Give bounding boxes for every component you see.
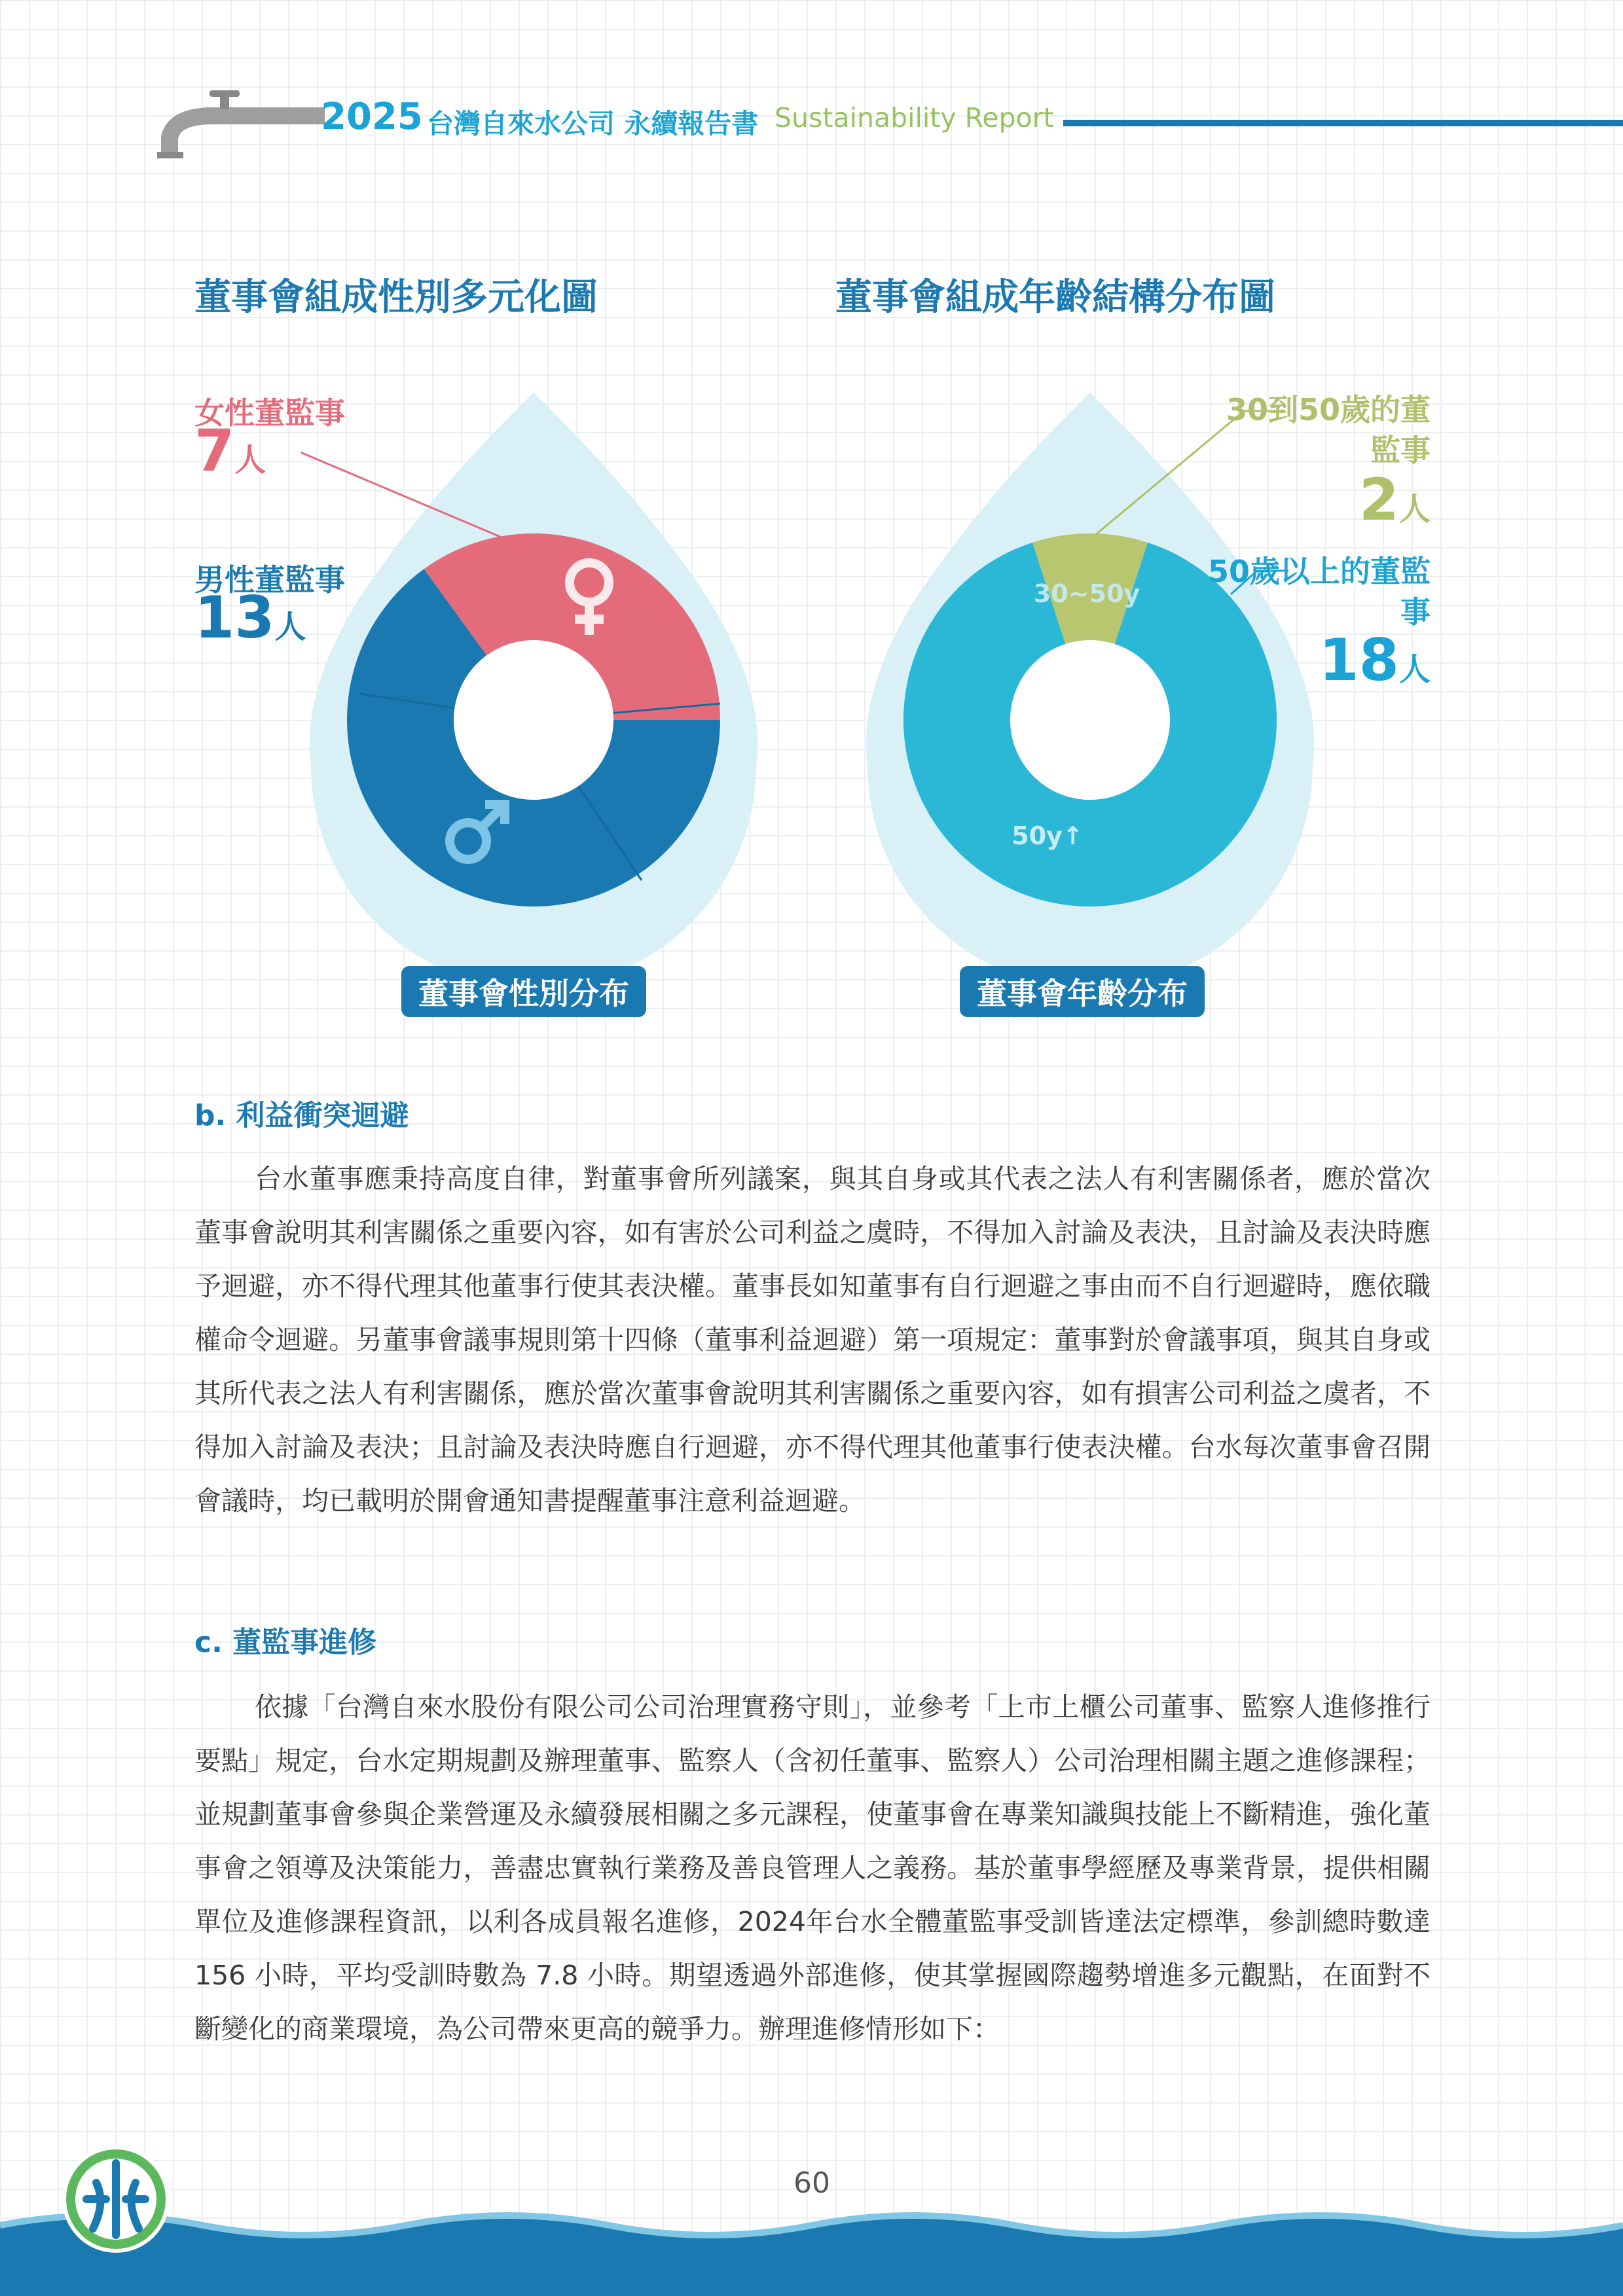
male-count-value: 13 <box>194 584 275 651</box>
gender-chart-badge: 董事會性別分布 <box>401 966 646 1017</box>
age-group1-count-value: 2 <box>1359 466 1399 533</box>
header-subtitle: Sustainability Report <box>775 102 1054 134</box>
donut-hole <box>1010 640 1170 800</box>
male-label: 男性董監事 <box>194 562 345 598</box>
age-group2-count-unit: 人 <box>1398 651 1431 688</box>
age-group1-count-unit: 人 <box>1398 491 1431 528</box>
age-group2-label: 50歲以上的董監事 <box>1207 554 1431 630</box>
age-ring-label-30-50: 30~50y <box>1033 579 1140 608</box>
taiwan-water-logo-icon <box>60 2144 172 2255</box>
page-number: 60 <box>793 2166 830 2200</box>
header-title: 台灣自來水公司 永續報告書 <box>427 108 759 139</box>
gender-donut-chart <box>301 386 766 969</box>
header-year: 2025 <box>321 96 423 138</box>
female-count-value: 7 <box>194 417 235 484</box>
header-rule <box>1063 120 1623 126</box>
gender-chart-title: 董事會組成性別多元化圖 <box>194 276 598 319</box>
section-b-body: 台水董事應秉持高度自律，對董事會所列議案，與其自身或其代表之法人有利害關係者，應於當次董事會說明其利害關係之重要內容，如有害於公司利益之虞時，不得加入討論及表決，且討論及表決時應予迴避，亦不得代理其他董事行使其表決權。董事長如知董事有自行迴避之事由而不自行迴避時，應依職權命令迴避。另董事會議事規則第十四條（董事利益迴避）第一項規定：董事對於會議事項，與其自身或其所代表之法人有利害關係，應於當次董事會說明其利害關係之重要內容，如有損害公司利益之虞者，不得加入討論及表決；且討論及表決時應自行迴避，亦不得代理其他董事行使表決權。台水每次董事會召開會議時，均已載明於開會通知書提醒董事注意利益迴避。 <box>194 1163 1431 1516</box>
bottom-wave-decoration <box>0 2199 1623 2296</box>
male-count <box>194 584 306 651</box>
age-group1-count <box>1205 466 1431 533</box>
section-b-heading: b. 利益衝突迴避 <box>194 1099 409 1132</box>
donut-hole <box>454 640 613 800</box>
age-chart-badge: 董事會年齡分布 <box>960 966 1205 1017</box>
age-group1-label: 30到50歲的董監事 <box>1226 392 1431 468</box>
male-count-unit: 人 <box>274 609 306 645</box>
section-c-heading: c. 董監事進修 <box>194 1626 377 1659</box>
female-count-unit: 人 <box>234 442 266 478</box>
age-group2-count <box>1205 626 1431 694</box>
age-ring-label-50-up: 50y↑ <box>1012 821 1084 850</box>
female-label: 女性董監事 <box>194 395 345 431</box>
female-count <box>194 417 266 484</box>
faucet-icon <box>155 84 325 162</box>
age-chart-title: 董事會組成年齡結構分布圖 <box>835 276 1275 319</box>
section-c-body: 依據「台灣自來水股份有限公司公司治理實務守則」，並參考「上市上櫃公司董事、監察人進修推行要點」規定，台水定期規劃及辦理董事、監察人（含初任董事、監察人）公司治理相關主題之進修課程；並規劃董事會參與企業營運及永續發展相關之多元課程，使董事會在專業知識與技能上不斷精進，強化董事會之領導及決策能力，善盡忠實執行業務及善良管理人之義務。基於董事學經歷及專業背景，提供相關單位及進修課程資訊，以利各成員報名進修，2024年台水全體董監事受訓皆達法定標準，參訓總時數達 156 小時，平均受訓時數為 7.8 小時。期望透過外部進修，使其掌握國際趨勢增進多元觀點，在面對不斷變化的商業環境，為公司帶來更高的競爭力。辦理進修情形如下： <box>194 1691 1431 2045</box>
age-group2-count-value: 18 <box>1319 626 1399 694</box>
